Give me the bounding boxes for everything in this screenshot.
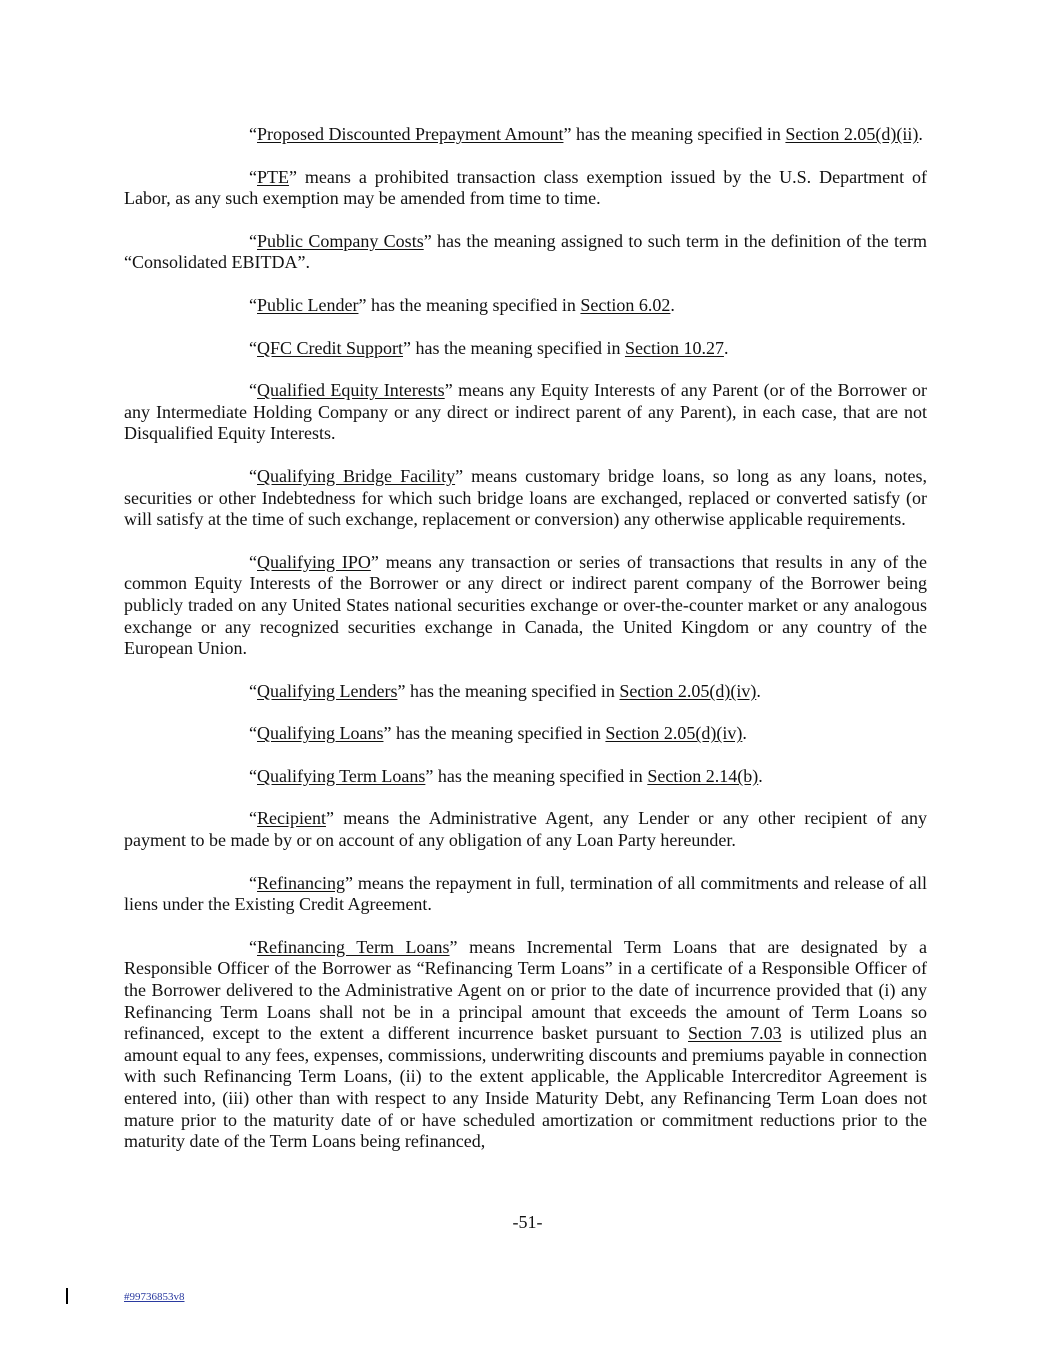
underlined-term: PTE: [257, 166, 290, 187]
definition-text: .: [723, 337, 729, 358]
definition-text: ” has the meaning specified in: [397, 680, 620, 701]
underlined-term: QFC Credit Support: [257, 337, 404, 358]
underlined-term: Section 2.05(d)(iv): [619, 680, 757, 701]
definition-text: “: [249, 872, 257, 893]
definition-refinancing-term-loans: [124, 937, 927, 1153]
definition-text: “: [249, 294, 257, 315]
underlined-term: Refinancing Term Loans: [257, 936, 450, 957]
underlined-term: Section 6.02: [580, 294, 671, 315]
definition-qualifying-term-loans: [124, 766, 927, 788]
definition-recipient: [124, 808, 927, 851]
definition-proposed-discounted-prepayment-amount: [124, 124, 927, 146]
underlined-term: Qualifying Bridge Facility: [257, 465, 456, 486]
definition-text: ” has the meaning assigned to such term in the definition of the term “Consolidated EBITDA”.: [124, 230, 928, 273]
definition-qualifying-lenders: [124, 681, 927, 703]
definition-text: ” has the meaning specified in: [383, 723, 606, 744]
definition-text: .: [742, 723, 747, 744]
underlined-term: Public Lender: [257, 294, 359, 315]
definition-text: ” means the repayment in full, termination of all commitments and release of all liens under the Existing Credit Agreement.: [124, 872, 927, 915]
definition-qualified-equity-interests: [124, 380, 927, 445]
underlined-term: Section 7.03: [688, 1023, 782, 1044]
definition-text: ” has the meaning specified in: [358, 294, 581, 315]
definition-text: ” means a prohibited transaction class exemption issued by the U.S. Department of Labor, as any such exemption may be amended from time to time.: [124, 166, 927, 209]
definition-public-company-costs: [124, 231, 927, 274]
definition-text: .: [670, 294, 675, 315]
definition-text: “: [249, 723, 257, 744]
definition-text: “: [249, 465, 257, 486]
definition-pte: [124, 167, 927, 210]
document-body: [124, 124, 927, 1153]
definition-text: “: [249, 124, 257, 144]
definition-text: “: [249, 551, 257, 572]
definition-text: “: [249, 380, 257, 401]
underlined-term: Qualifying Lenders: [257, 680, 398, 701]
underlined-term: Qualifying IPO: [257, 551, 371, 572]
definition-qfc-credit-support: [124, 338, 927, 360]
definition-text: ” means any Equity Interests of any Parent (or of the Borrower or any Intermediate Holding Company or any direct or indirect parent of any Parent), in each case, that are not Disqualified Equity Interests.: [124, 380, 927, 444]
underlined-term: Section 2.05(d)(ii): [785, 124, 919, 144]
underlined-term: Refinancing: [257, 872, 345, 893]
document-id-link[interactable]: #99736853v8: [124, 1291, 185, 1303]
definition-qualifying-bridge-facility: [124, 466, 927, 531]
underlined-term: Qualified Equity Interests: [257, 380, 445, 401]
definition-text: is utilized plus an amount equal to any fees, expenses, commissions, underwriting discounts and premiums payable in connection with such Refinancing Term Loans, (ii) to the extent applicable, the Applicable Intercreditor Agreement is entered into, (iii) other than with respect to any Inside Maturity Debt, any Refinancing Term Loan does not mature prior to the maturity date of or have scheduled amortization or commitment reductions prior to the maturity date of the Term Loans being refinanced,: [124, 1023, 928, 1152]
definition-text: “: [249, 808, 257, 829]
underlined-term: Section 2.05(d)(iv): [605, 723, 743, 744]
definition-text: “: [249, 765, 257, 786]
definition-text: “: [249, 680, 257, 701]
definition-public-lender: [124, 295, 927, 317]
underlined-term: Proposed Discounted Prepayment Amount: [257, 124, 564, 144]
underlined-term: Recipient: [257, 808, 326, 829]
definition-refinancing: [124, 873, 927, 916]
definition-text: ” has the meaning specified in: [425, 765, 648, 786]
definition-text: “: [249, 936, 257, 957]
definition-text: “: [249, 166, 257, 187]
underlined-term: Public Company Costs: [257, 230, 424, 251]
definition-qualifying-loans: [124, 723, 927, 745]
definition-qualifying-ipo: [124, 552, 927, 660]
definition-text: ” means any transaction or series of transactions that results in any of the common Equity Interests of the Borrower or any direct or indirect parent company of the Borrower being publicly traded on any United States national securities exchange or over-the-counter market or any analogous exchange or any recognized securities exchange in Canada, the United Kingdom or any country of the European Union.: [124, 551, 927, 659]
definition-text: ” means customary bridge loans, so long as any loans, notes, securities or other Indebtedness for which such bridge loans are exchanged, replaced or converted satisfy (or will satisfy at the time of such exchange, replacement or conversion) any otherwise applicable requirements.: [124, 465, 927, 530]
page-number: -51-: [512, 1212, 543, 1232]
underlined-term: Section 10.27: [624, 337, 724, 358]
definition-text: ” means the Administrative Agent, any Lender or any other recipient of any payment to be made by or on account of any obligation of any Loan Party hereunder.: [124, 808, 927, 851]
revision-bar: [66, 1288, 68, 1304]
definition-text: ” means Incremental Term Loans that are designated by a Responsible Officer of the Borrower as “Refinancing Term Loans” in a certificate of a Responsible Officer of the Borrower delivered to the Administrative Agent on or prior to the date of incurrence provided that (i) any Refinancing Term Loans shall not be in a principal amount that exceeds the amount of Term Loans so refinanced, except to the extent a different incurrence basket pursuant to: [124, 936, 927, 1044]
underlined-term: Section 2.14(b): [647, 765, 759, 786]
definition-text: .: [918, 124, 923, 144]
definition-text: ” has the meaning specified in: [403, 337, 625, 358]
definition-text: .: [758, 765, 763, 786]
definition-text: “: [249, 230, 257, 251]
definition-text: ” has the meaning specified in: [563, 124, 786, 144]
definition-text: .: [756, 680, 761, 701]
definition-text: “: [249, 337, 257, 358]
underlined-term: Qualifying Loans: [257, 723, 384, 744]
underlined-term: Qualifying Term Loans: [257, 765, 426, 786]
